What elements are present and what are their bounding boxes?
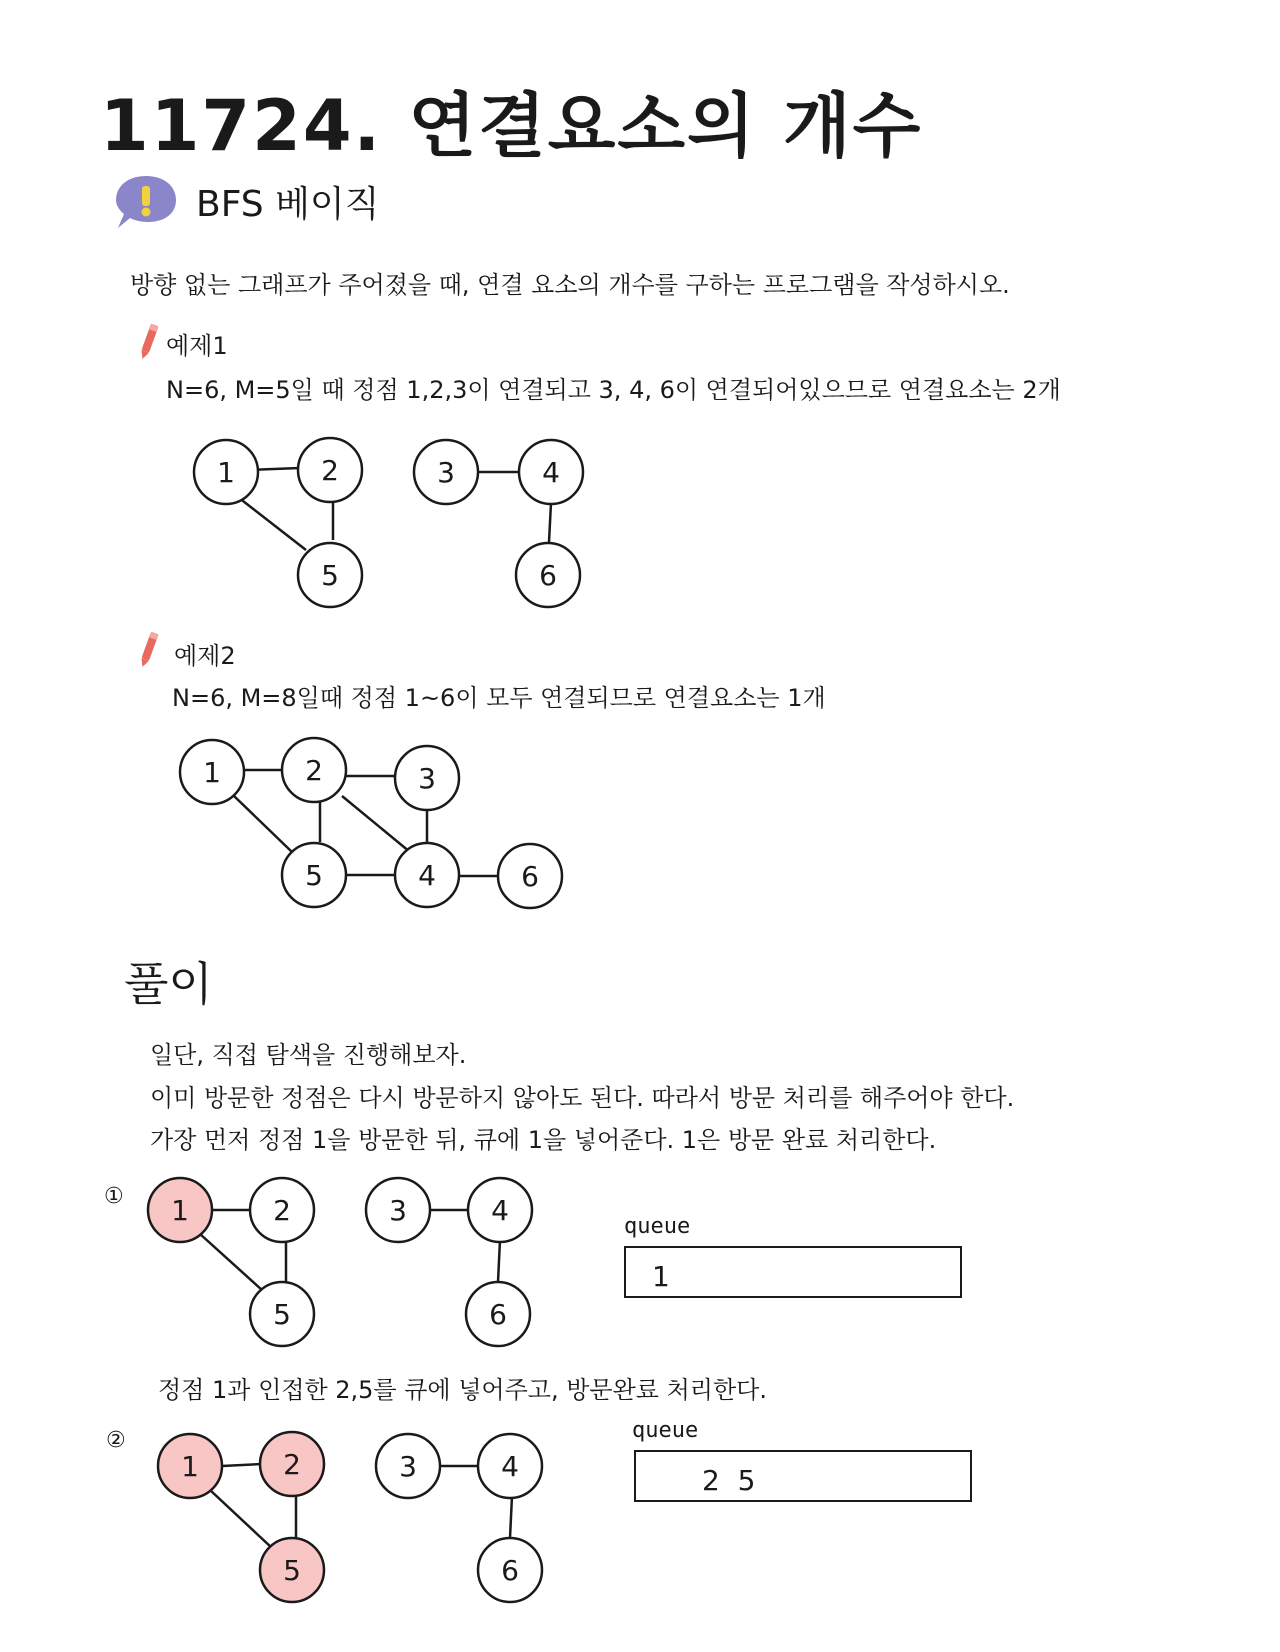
node-label: 2 [321, 454, 339, 487]
step-2-number: ② [106, 1428, 126, 1453]
node-label: 6 [521, 860, 539, 893]
node-label: 1 [181, 1450, 199, 1483]
node-label: 5 [273, 1298, 291, 1331]
node-label: 6 [501, 1554, 519, 1587]
step-1-number: ① [104, 1184, 124, 1209]
page-title: 11724. 연결요소의 개수 [100, 85, 923, 167]
example-1-label: 예제1 [166, 332, 228, 360]
node-label: 3 [399, 1450, 417, 1483]
solution-title: 풀이 [124, 957, 213, 1011]
node-label: 6 [539, 559, 557, 592]
node-label: 1 [203, 756, 221, 789]
queue-values: 2 5 [702, 1464, 756, 1497]
node-label: 3 [418, 762, 436, 795]
node-label: 1 [171, 1194, 189, 1227]
node-label: 3 [437, 456, 455, 489]
solution-line-3: 가장 먼저 정점 1을 방문한 뒤, 큐에 1을 넣어준다. 1은 방문 완료 처리한다. [150, 1126, 937, 1154]
problem-statement: 방향 없는 그래프가 주어졌을 때, 연결 요소의 개수를 구하는 프로그램을 작성하시오. [130, 271, 1010, 299]
node-label: 3 [389, 1194, 407, 1227]
node-label: 5 [283, 1554, 301, 1587]
queue-box [634, 1450, 972, 1502]
queue-values: 1 [652, 1260, 670, 1293]
example-2-description: N=6, M=8일때 정점 1~6이 모두 연결되므로 연결요소는 1개 [172, 684, 826, 712]
example-2-label: 예제2 [174, 642, 236, 670]
node-label: 2 [273, 1194, 291, 1227]
node-label: 4 [491, 1194, 509, 1227]
solution-line-1: 일단, 직접 탐색을 진행해보자. [150, 1041, 467, 1069]
node-label: 2 [305, 754, 323, 787]
step-2-description: 정점 1과 인접한 2,5를 큐에 넣어주고, 방문완료 처리한다. [158, 1376, 767, 1404]
node-label: 4 [501, 1450, 519, 1483]
node-label: 4 [418, 859, 436, 892]
queue-label: queue [632, 1418, 699, 1443]
solution-line-2: 이미 방문한 정점은 다시 방문하지 않아도 된다. 따라서 방문 처리를 해주어야 한다. [150, 1084, 1015, 1112]
queue-label: queue [624, 1214, 691, 1239]
node-label: 4 [542, 456, 560, 489]
subtitle: BFS 베이직 [196, 184, 380, 225]
example-1-description: N=6, M=5일 때 정점 1,2,3이 연결되고 3, 4, 6이 연결되어있으므로 연결요소는 2개 [166, 376, 1061, 404]
node-label: 6 [489, 1298, 507, 1331]
node-label: 5 [305, 859, 323, 892]
node-label: 2 [283, 1448, 301, 1481]
node-label: 1 [217, 456, 235, 489]
node-label: 5 [321, 559, 339, 592]
